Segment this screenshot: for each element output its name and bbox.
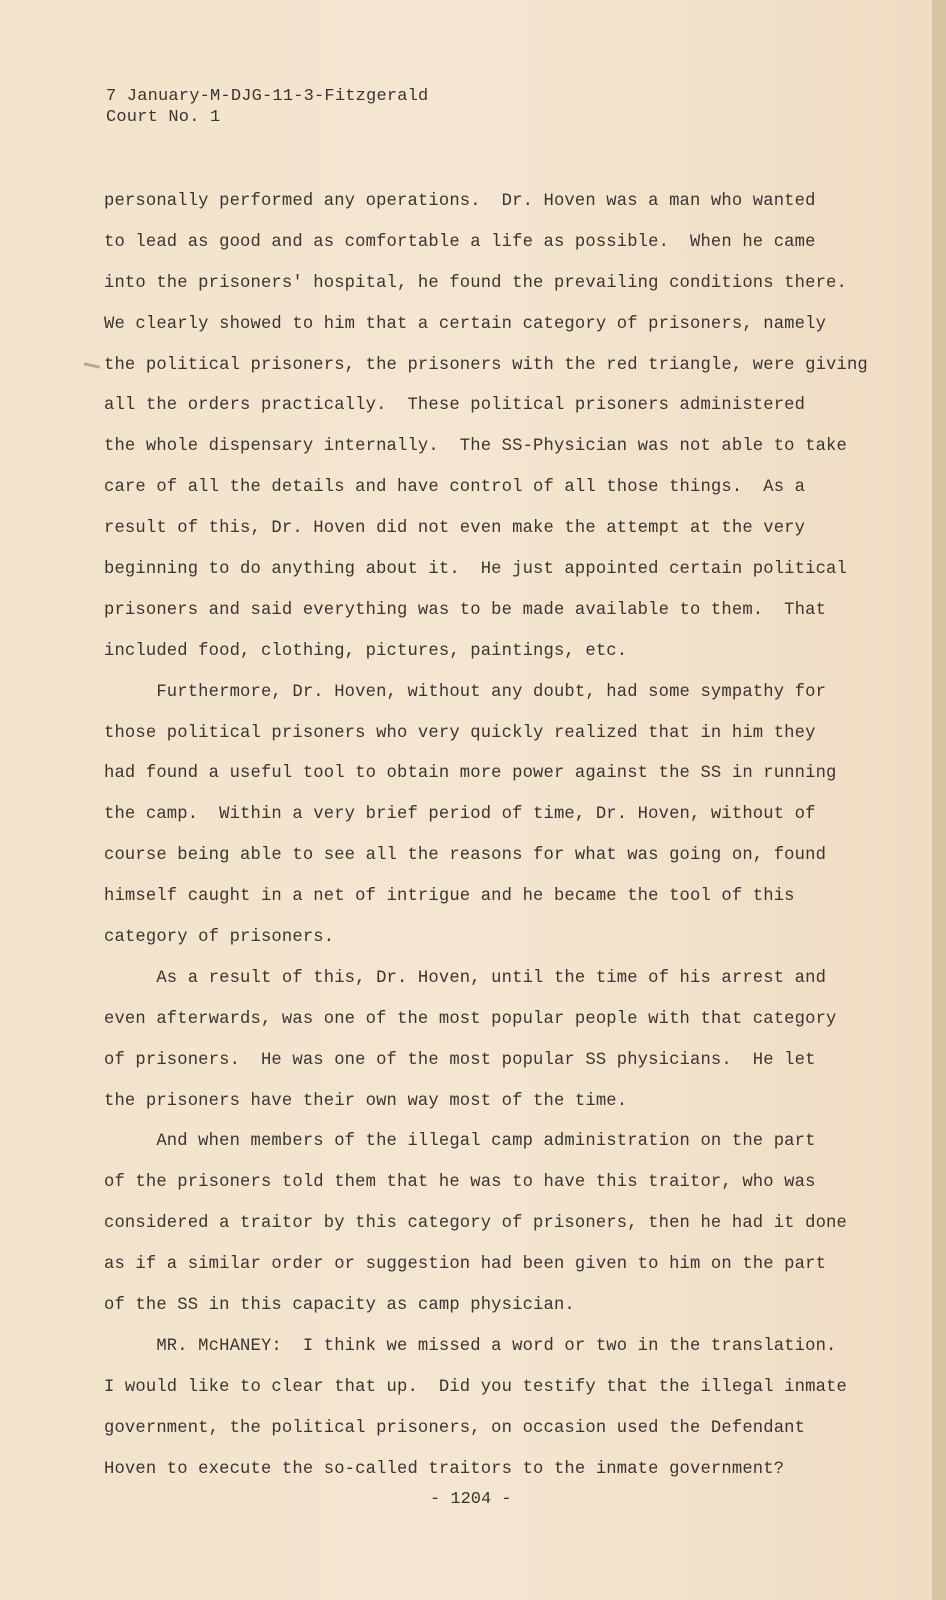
text-line: government, the political prisoners, on occasion used the Defendant	[104, 1418, 806, 1438]
text-line: And when members of the illegal camp administration on the part	[104, 1132, 816, 1152]
text-line: to lead as good and as comfortable a life as possible. When he came	[104, 232, 816, 252]
text-line: included food, clothing, pictures, paintings, etc.	[104, 641, 628, 661]
text-line: had found a useful tool to obtain more power against the SS in running	[104, 764, 837, 784]
text-line: result of this, Dr. Hoven did not even make the attempt at the very	[104, 519, 806, 539]
text-line: into the prisoners' hospital, he found the prevailing conditions there.	[104, 273, 847, 293]
text-line: MR. McHANEY: I think we missed a word or two in the translation.	[104, 1336, 837, 1356]
text-line: those political prisoners who very quickly realized that in him they	[104, 723, 816, 743]
text-line: course being able to see all the reasons for what was going on, found	[104, 846, 827, 866]
text-line: personally performed any operations. Dr. Hoven was a man who wanted	[104, 192, 816, 211]
text-line: As a result of this, Dr. Hoven, until the time of his arrest and	[104, 968, 827, 988]
text-line: category of prisoners.	[104, 928, 335, 948]
text-line: care of all the details and have control of all those things. As a	[104, 478, 806, 498]
text-line: the whole dispensary internally. The SS-Physician was not able to take	[104, 437, 847, 457]
text-line: of the prisoners told them that he was to have this traitor, who was	[104, 1173, 816, 1193]
text-line: all the orders practically. These political prisoners administered	[104, 396, 806, 416]
transcript-body	[104, 182, 894, 1491]
text-line: the camp. Within a very brief period of time, Dr. Hoven, without of	[104, 805, 816, 825]
header-line-2: Court No. 1	[106, 108, 221, 127]
text-line: Furthermore, Dr. Hoven, without any doubt, had some sympathy for	[104, 682, 827, 702]
page-number: - 1204 -	[430, 1490, 512, 1509]
text-line: prisoners and said everything was to be made available to them. That	[104, 600, 827, 620]
text-line: of prisoners. He was one of the most popular SS physicians. He let	[104, 1050, 816, 1070]
text-line: of the SS in this capacity as camp physician.	[104, 1296, 575, 1316]
margin-mark	[84, 362, 100, 368]
text-line: as if a similar order or suggestion had been given to him on the part	[104, 1255, 827, 1275]
text-line: Hoven to execute the so-called traitors to the inmate government?	[104, 1459, 785, 1479]
text-line: himself caught in a net of intrigue and he became the tool of this	[104, 887, 795, 907]
text-line: the prisoners have their own way most of the time.	[104, 1091, 628, 1111]
header-line-1: 7 January-M-DJG-11-3-Fitzgerald	[106, 87, 429, 106]
text-line: I would like to clear that up. Did you testify that the illegal inmate	[104, 1377, 847, 1397]
document-header	[106, 86, 428, 128]
text-line: We clearly showed to him that a certain category of prisoners, namely	[104, 314, 827, 334]
text-line: considered a traitor by this category of prisoners, then he had it done	[104, 1214, 847, 1234]
text-line: even afterwards, was one of the most popular people with that category	[104, 1009, 837, 1029]
text-line: the political prisoners, the prisoners with the red triangle, were giving	[104, 355, 868, 375]
text-line: beginning to do anything about it. He just appointed certain political	[104, 560, 847, 580]
